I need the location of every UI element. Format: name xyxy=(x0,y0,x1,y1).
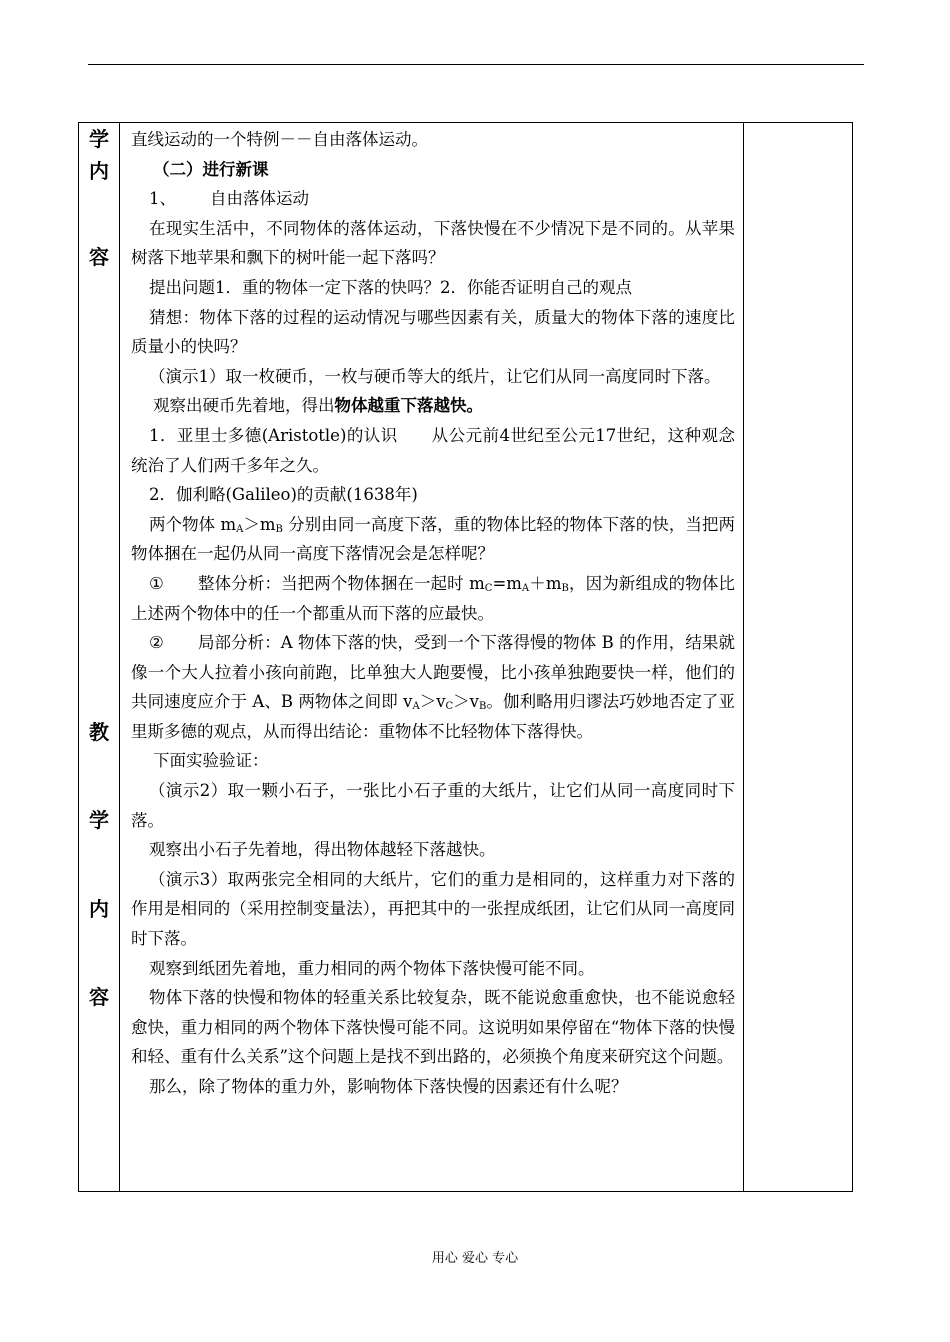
label-char: 内 xyxy=(89,897,109,921)
paragraph: （演示3）取两张完全相同的大纸片，它们的重力是相同的，这样重力对下落的作用是相同的（采用控制变量法），再把其中的一张捏成纸团，让它们从同一高度同时下落。 xyxy=(131,869,735,949)
paragraph: 1．亚里士多德(Aristotle)的认识 从公元前4世纪至公元17世纪，这种观念统治了人们两千多年之久。 xyxy=(131,425,735,475)
paragraph: 观察出小石子先着地，得出物体越轻下落越快。 xyxy=(149,840,496,860)
lesson-content xyxy=(131,125,735,1102)
paragraph: 提出问题1．重的物体一定下落的快吗？2．你能否证明自己的观点 xyxy=(149,277,632,297)
subheading: 1、 自由落体运动 xyxy=(149,189,309,209)
label-char: 学 xyxy=(89,808,109,832)
label-char: 教 xyxy=(89,720,109,744)
paragraph: 观察到纸团先着地，重力相同的两个物体下落快慢可能不同。 xyxy=(149,958,595,978)
paragraph: 2．伽利略(Galileo)的贡献(1638年) xyxy=(149,485,418,505)
label-column xyxy=(79,123,120,1191)
paragraph: 猜想：物体下落的过程的运动情况与哪些因素有关，质量大的物体下落的速度比质量小的快吗？ xyxy=(131,307,735,357)
section-heading: （二）进行新课 xyxy=(153,159,269,179)
paragraph: 两个物体 $m_A>m_B$ 分别由同一高度下落，重的物体比轻的物体下落的快，当把两物体捆在一起仍从同一高度下落情况会是怎样呢？ xyxy=(131,514,735,564)
paragraph: 观察出硬币先着地，得出物体越重下落越快。 xyxy=(153,396,483,416)
notes-column xyxy=(743,123,853,1191)
label-char: 内 xyxy=(89,159,109,183)
paragraph: （演示2）取一颗小石子，一张比小石子重的大纸片，让它们从同一高度同时下落。 xyxy=(131,781,735,830)
paragraph: 直线运动的一个特例－－自由落体运动。 xyxy=(131,130,428,149)
page-footer: 用心 爱心 专心 xyxy=(431,1251,519,1266)
label-char: 容 xyxy=(89,985,109,1009)
paragraph: 物体下落的快慢和物体的轻重关系比较复杂，既不能说愈重愈快，也不能说愈轻愈快，重力相同的两个物体下落快慢可能不同。这说明如果停留在“物体下落的快慢和轻、重有什么关系”这个问题上是找不到出路的，必须换个角度来研究这个问题。 xyxy=(131,988,735,1067)
paragraph: （演示1）取一枚硬币，一枚与硬币等大的纸片，让它们从同一高度同时下落。 xyxy=(149,366,721,386)
paragraph: 在现实生活中，不同物体的落体运动，下落快慢在不少情况下是不同的。从苹果树落下地苹果和飘下的树叶能一起下落吗？ xyxy=(131,218,735,268)
paragraph: 那么，除了物体的重力外，影响物体下落快慢的因素还有什么呢？ xyxy=(149,1077,628,1096)
lesson-table xyxy=(78,122,853,1192)
paragraph: 下面实验验证： xyxy=(153,751,269,771)
paragraph: ① 整体分析：当把两个物体捆在一起时 $m_C=m_A+m_B$，因为新组成的物体比上述两个物体中的任一个都重从而下落的应最快。 xyxy=(131,573,735,623)
paragraph: ② 局部分析：A 物体下落的快，受到一个下落得慢的物体 B 的作用，结果就像一个大人拉着小孩向前跑，比单独大人跑要慢，比小孩单独跑要快一样，他们的共同速度应介于 A、B 两物体之间即 $v_A>v_C>v_B$。伽利略用归谬法巧妙地否定了亚里斯多德的观点，从而得出结论：重物体不比轻物体下落得快。 xyxy=(131,633,736,741)
label-char: 学 xyxy=(89,127,109,151)
header-rule xyxy=(88,64,864,65)
label-char: 容 xyxy=(89,245,109,269)
